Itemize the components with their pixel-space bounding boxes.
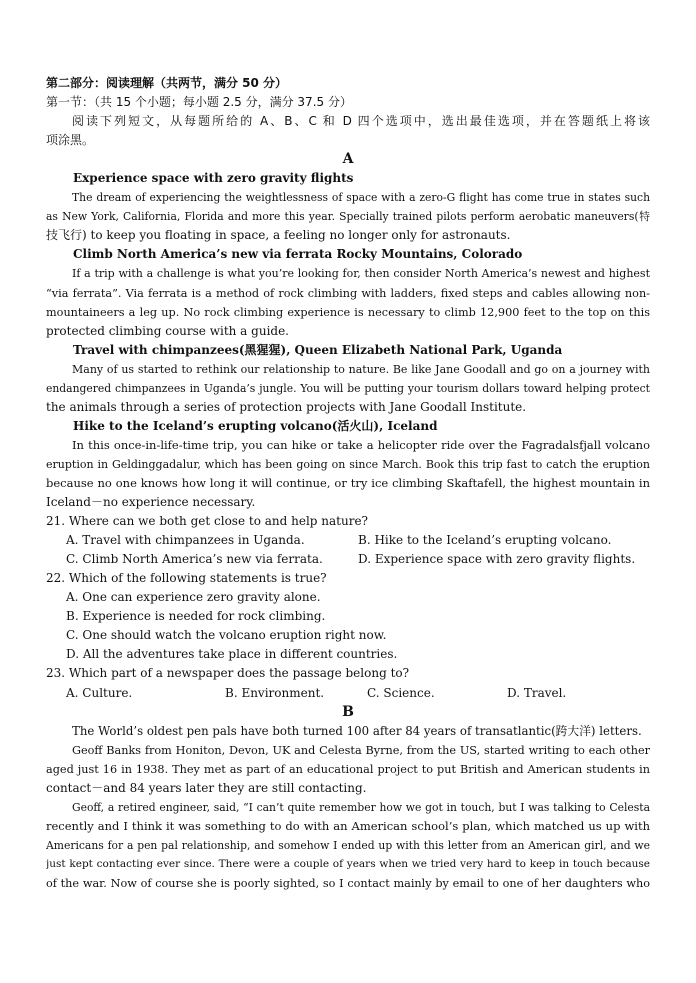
question-stem: 21. Where can we both get close to and help nature? [46,514,368,529]
passage-line: Geoff Banks from Honiton, Devon, UK and Celesta Byrne, from the US, started writing to each other [72,743,650,757]
passage-line: If a trip with a challenge is what you’re looking for, then consider North America’s newest and highest [72,267,650,281]
option-d[interactable]: D. Experience space with zero gravity flights. [358,552,636,567]
instruction-line: 项涂黑。 [46,133,95,148]
question-options [46,550,650,569]
option-d[interactable]: D. All the adventures take place in different countries. [66,647,398,662]
passage-b-label: B [342,703,354,720]
passage-line: the animals through a series of protection projects with Jane Goodall Institute. [46,399,527,414]
passage-line: as New York, California, Florida and more this year. Specially trained pilots perform aerobatic maneuvers(特 [46,210,650,224]
passage-line: endangered chimpanzees in Uganda’s jungle. You will be putting your tourism dollars toward helping protect [46,381,650,395]
passage-line: eruption in Geldinggadalur, which has been going on since March. Book this trip fast to catch the eruption [46,457,650,471]
option-c[interactable]: C. Science. [367,685,435,700]
option-a[interactable]: A. Culture. [66,685,133,700]
passage-line: aged just 16 in 1938. They met as part of an educational project to put British and American students in [46,762,650,776]
passage-line: just kept contacting ever since. There were a couple of years when we tried very hard to keep in touch because [46,857,650,870]
passage-heading: Travel with chimpanzees(黑猩猩), Queen Elizabeth National Park, Uganda [73,342,563,357]
option-b[interactable]: B. Hike to the Iceland’s erupting volcano. [358,533,612,548]
question-stem: 22. Which of the following statements is true? [46,571,327,586]
option-b[interactable]: B. Environment. [225,685,325,700]
passage-line: contact－and 84 years later they are still contacting. [46,780,367,795]
option-b[interactable]: B. Experience is needed for rock climbing. [66,609,326,624]
passage-line: The World’s oldest pen pals have both turned 100 after 84 years of transatlantic(跨大洋) letters. [72,723,642,738]
question-options [46,684,650,703]
passage-line: 技飞行) to keep you floating in space, a feeling no longer only for astronauts. [46,228,511,243]
passage-line: because no one knows how long it will continue, or try ice climbing Skaftafell, the highest mountain in [46,475,650,490]
passage-line: Geoff, a retired engineer, said, “I can’t quite remember how we got in touch, but I was talking to Celesta [72,800,650,814]
passage-line: In this once-in-life-time trip, you can hike or take a helicopter ride over the Fagradalsfjall volcano [72,437,650,452]
part-title: 第二部分：阅读理解（共两节，满分 50 分） [46,76,288,90]
passage-line: mountaineers a leg up. No rock climbing experience is necessary to climb 12,900 feet to the top on this [46,305,650,319]
section-title: 第一节：（共 15 个小题；每小题 2.5 分，满分 37.5 分） [46,95,352,110]
option-a[interactable]: A. One can experience zero gravity alone. [66,590,321,605]
passage-heading: Climb North America’s new via ferrata Rocky Mountains, Colorado [73,247,523,262]
passage-heading: Hike to the Iceland’s erupting volcano(活火山), Iceland [73,418,438,433]
passage-line: Americans for a pen pal relationship, and somehow I ended up with this letter from an American girl, and we [46,838,650,852]
passage-line: The dream of experiencing the weightlessness of space with a zero-G flight has come true in states such [72,191,650,205]
exam-page [46,74,650,893]
passage-line: “via ferrata”. Via ferrata is a method of rock climbing with ladders, fixed steps and cables allowing non- [46,286,650,300]
option-d[interactable]: D. Travel. [507,685,567,700]
instruction-line: 阅读下列短文，从每题所给的 A、B、C 和 D 四个选项中，选出最佳选项，并在答题纸上将该 [72,114,650,129]
passage-a-label: A [342,151,354,168]
option-c[interactable]: C. Climb North America’s new via ferrata. [66,552,323,567]
passage-line: Iceland－no experience necessary. [46,495,256,510]
passage-line: recently and I think it was something to do with an American school’s plan, which matched us up with [46,818,650,833]
passage-line: of the war. Now of course she is poorly sighted, so I contact mainly by email to one of her daughters who [46,876,650,890]
question-stem: 23. Which part of a newspaper does the passage belong to? [46,666,410,681]
option-c[interactable]: C. One should watch the volcano eruption right now. [66,628,387,643]
passage-line: Many of us started to rethink our relationship to nature. Be like Jane Goodall and go on a journey with [72,362,650,376]
question-options [46,531,650,550]
option-a[interactable]: A. Travel with chimpanzees in Uganda. [66,533,305,548]
passage-line: protected climbing course with a guide. [46,323,289,338]
passage-heading: Experience space with zero gravity flights [73,171,354,186]
